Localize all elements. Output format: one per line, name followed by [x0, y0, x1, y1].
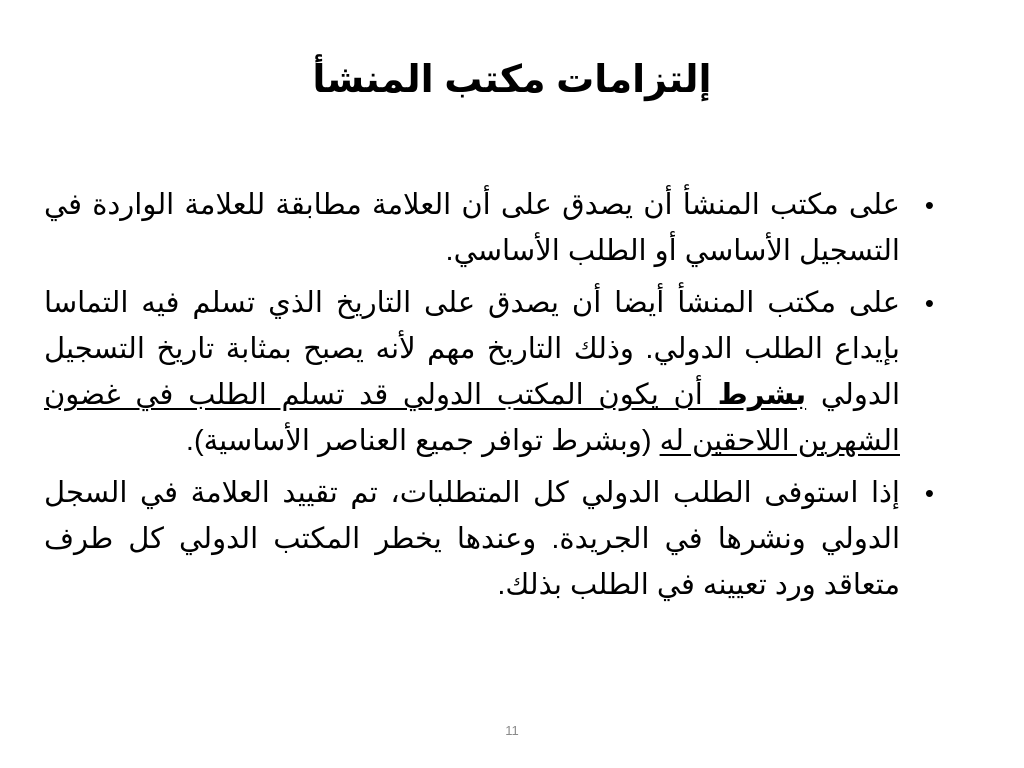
bullet-text-before: على مكتب المنشأ أيضا أن يصدق على التاريخ الذي تسلم فيه التماسا بإيداع الطلب الدولي. وذلك التاريخ مهم لأنه يصبح بمثابة تاريخ التسجيل الدولي	[44, 287, 901, 411]
bullet-item-2	[44, 280, 934, 464]
bullet-bold-underlined-text: بشرط	[717, 379, 807, 411]
slide-body	[44, 182, 934, 614]
bullet-icon: •	[924, 190, 934, 220]
bullet-text: على مكتب المنشأ أن يصدق على أن العلامة مطابقة للعلامة الواردة في التسجيل الأساسي أو الطلب الأساسي.	[44, 189, 900, 267]
bullet-list	[44, 182, 934, 608]
bullet-item-3	[44, 470, 934, 608]
bullet-item-1	[44, 182, 934, 274]
slide-title: إلتزامات مكتب المنشأ	[312, 59, 712, 101]
bullet-icon: •	[924, 478, 934, 508]
bullet-icon: •	[924, 288, 934, 318]
bullet-text-after: (وبشرط توافر جميع العناصر الأساسية).	[185, 425, 660, 457]
bullet-underlined-text: أن يكون المكتب الدولي قد تسلم الطلب في غضون الشهرين اللاحقين له	[44, 379, 900, 457]
bullet-text: إذا استوفى الطلب الدولي كل المتطلبات، تم تقييد العلامة في السجل الدولي ونشرها في الجريدة. وعندها يخطر المكتب الدولي كل طرف متعاقد ورد تعيينه في الطلب بذلك.	[44, 477, 900, 601]
page-number: 11	[505, 723, 519, 738]
